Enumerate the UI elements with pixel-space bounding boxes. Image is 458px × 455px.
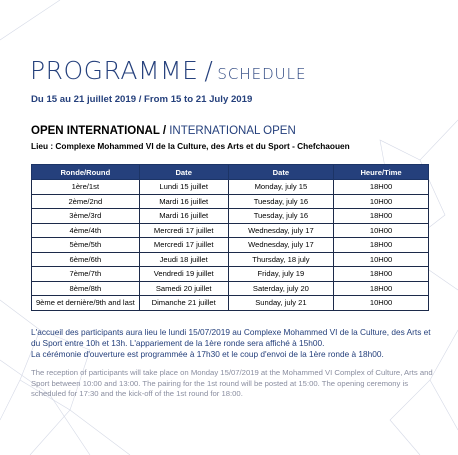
venue: Lieu : Complexe Mohammed VI de la Culture, des Arts et du Sport - Chefchaouen <box>31 141 350 151</box>
table-row <box>32 267 429 282</box>
header-date-fr: Date <box>139 165 228 180</box>
date-range: Du 15 au 21 juillet 2019 / From 15 to 21 July 2019 <box>31 94 253 105</box>
note-fr-ceremony: La cérémonie d'ouverture est programmée à 17h30 et le coup d'envoi de la 1ère ronde à 18h00. <box>31 349 384 359</box>
cell-time: 10H00 <box>334 194 429 209</box>
cell-time: 10H00 <box>334 252 429 267</box>
cell-round: 4ème/4th <box>32 223 140 238</box>
cell-date-fr: Jeudi 18 juillet <box>139 252 228 267</box>
cell-date-fr: Lundi 15 juillet <box>139 180 228 195</box>
cell-date-en: Thursday, 18 july <box>228 252 333 267</box>
cell-time: 18H00 <box>334 267 429 282</box>
note-fr-reception: L'accueil des participants aura lieu le lundi 15/07/2019 au Complexe Mohammed VI de la Culture, des Arts et du Sport entre 10h et 13h. L'appariement de la 1ère ronde sera affiché à 15h00. <box>31 327 431 348</box>
event-title-en: INTERNATIONAL OPEN <box>169 125 296 137</box>
table-row <box>32 252 429 267</box>
cell-round: 5ème/5th <box>32 238 140 253</box>
cell-date-fr: Mercredi 17 juillet <box>139 238 228 253</box>
cell-round: 9ème et dernière/9th and last <box>32 296 140 311</box>
cell-round: 6ème/6th <box>32 252 140 267</box>
table-header-row <box>32 165 429 180</box>
cell-time: 18H00 <box>334 180 429 195</box>
cell-date-fr: Samedi 20 juillet <box>139 281 228 296</box>
cell-time: 10H00 <box>334 296 429 311</box>
title-main: PROGRAMME <box>30 56 199 85</box>
event-title <box>31 125 296 137</box>
header-date-en: Date <box>228 165 333 180</box>
table-row <box>32 209 429 224</box>
table-row <box>32 223 429 238</box>
cell-date-en: Tuesday, july 16 <box>228 194 333 209</box>
event-title-separator: / <box>159 125 170 137</box>
cell-date-fr: Mardi 16 juillet <box>139 209 228 224</box>
cell-time: 10H00 <box>334 223 429 238</box>
schedule-table <box>31 164 429 311</box>
header-time: Heure/Time <box>334 165 429 180</box>
cell-round: 2ème/2nd <box>32 194 140 209</box>
table-row <box>32 296 429 311</box>
cell-date-fr: Dimanche 21 juillet <box>139 296 228 311</box>
title-separator: / <box>204 56 214 85</box>
cell-date-en: Monday, july 15 <box>228 180 333 195</box>
cell-date-fr: Vendredi 19 juillet <box>139 267 228 282</box>
cell-round: 1ère/1st <box>32 180 140 195</box>
title-sub: SCHEDULE <box>217 65 307 83</box>
table-row <box>32 180 429 195</box>
cell-date-fr: Mardi 16 juillet <box>139 194 228 209</box>
cell-time: 18H00 <box>334 238 429 253</box>
cell-date-en: Wednesday, july 17 <box>228 223 333 238</box>
header-round: Ronde/Round <box>32 165 140 180</box>
cell-round: 3ème/3rd <box>32 209 140 224</box>
event-title-fr: OPEN INTERNATIONAL <box>31 125 160 137</box>
cell-time: 18H00 <box>334 209 429 224</box>
notes-french <box>31 327 431 360</box>
notes-english: The reception of participants will take place on Monday 15/07/2019 at the Mohammed VI Complex of Culture, Arts and Sport between 10:00 and 13:00. The pairing for the 1st round will be posted at 15:00. The opening ceremony is scheduled for 17:30 and the kick-off of the 1st round for 18:00. <box>31 368 433 399</box>
cell-date-en: Sunday, july 21 <box>228 296 333 311</box>
cell-date-en: Friday, july 19 <box>228 267 333 282</box>
page-title <box>30 56 306 85</box>
cell-date-fr: Mercredi 17 juillet <box>139 223 228 238</box>
table-row <box>32 194 429 209</box>
cell-date-en: Wednesday, july 17 <box>228 238 333 253</box>
table-row <box>32 281 429 296</box>
table-row <box>32 238 429 253</box>
cell-time: 18H00 <box>334 281 429 296</box>
table-body <box>32 180 429 311</box>
cell-date-en: Saterday, july 20 <box>228 281 333 296</box>
cell-round: 7ème/7th <box>32 267 140 282</box>
cell-round: 8ème/8th <box>32 281 140 296</box>
cell-date-en: Tuesday, july 16 <box>228 209 333 224</box>
